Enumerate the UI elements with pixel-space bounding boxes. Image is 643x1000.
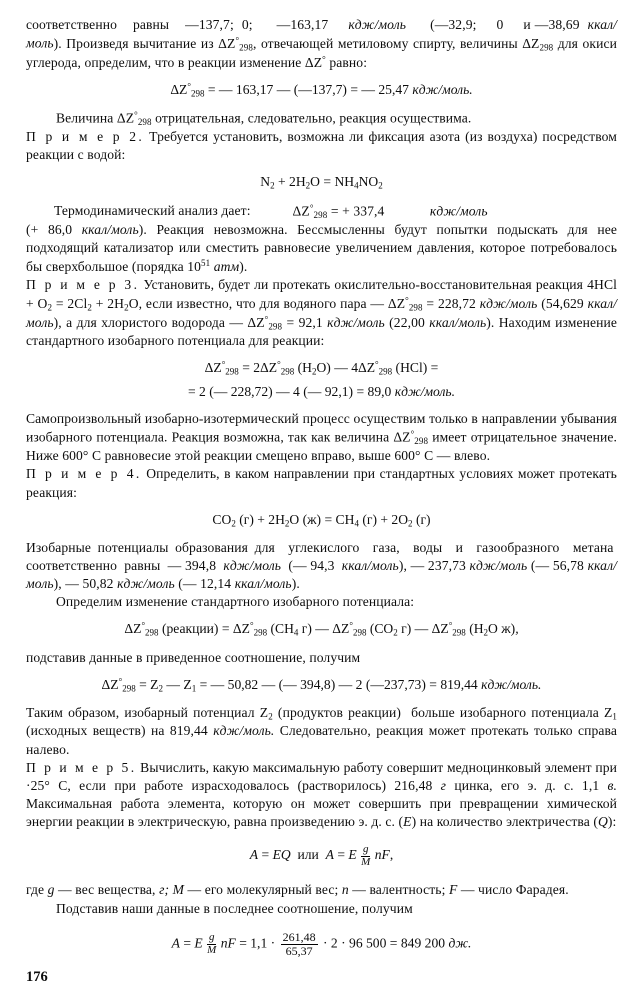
- paragraph-14: [26, 900, 617, 918]
- paragraph-10-text: подставив данные в приведенное соотношение, получим: [26, 649, 361, 665]
- equation-2: $N_2 + 2H_2O = NH_4NO_2$: [260, 174, 383, 191]
- paragraph-10: [26, 649, 617, 667]
- example-text-5: Вычислить, какую максимальную работу совершит медноцинковый элемент при ·25° С, если при работе израсходовалось (растворилось) 216,48 г цинка, его э. д. с. 1,1 в. Максимальная работа элемента, которую он может совершить при превращении химической энергии реакции в электрическую, равна произведению э. д. с. (E) на количество электричества (Q):: [26, 759, 617, 830]
- paragraph-5: [26, 276, 617, 350]
- example-label-2: П р и м е р 2.: [26, 129, 145, 145]
- page-number: 176: [26, 969, 48, 985]
- equation-3-line2: = 2 (— 228,72) — 4 (— 92,1) = 89,0 кдж/моль.: [187, 384, 456, 400]
- paragraph-8: Изобарные потенциалы образования для углекислого газа, воды и газообразного метана соответственно равны — 394,8 кдж/моль (— 94,3 ккал/моль), — 237,73 кдж/моль (— 56,78 ккал/моль), — 50,82 кдж/моль (— 12,14 ккал/моль).: [26, 539, 617, 592]
- text-run: ). Произведя вычитание из $\Delta Z^\circ_{298}$, отвечающей метиловому спирту, величины $\Delta Z_{298}$ для окиси углерода, определим, что в реакции изменение ΔZ° равно:: [26, 35, 617, 70]
- paragraph-6: Самопроизвольный изобарно-изотермический процесс осуществим только в направлении убывания изобарного потенциала. Реакция возможна, так как величина $\Delta Z^\circ_{298}$ имеет отрицательное значение. Ниже 600° С равновесие этой реакции смещено вправо, выше 600° С — влево.: [26, 411, 618, 464]
- equation-6: $\Delta Z^\circ_{298} = Z_2$ — $Z_1$ = — 50,82 — (— 394,8) — 2 (—237,73) = 819,44 кдж/моль.: [101, 676, 542, 694]
- text-run: (—32,9; 0 и —38,69: [406, 17, 588, 32]
- paragraph-11: Таким образом, изобарный потенциал $Z_2$ (продуктов реакции) больше изобарного потенциала $Z_1$ (исходных веществ) на 819,44 кдж/моль. Следовательно, реакция может протекать только справа налево.: [26, 704, 617, 757]
- example-text-2: Требуется установить, возможна ли фиксация азота (из воздуха) посредством реакции с водой:: [26, 129, 617, 163]
- example-text-3: Установить, будет ли протекать окислительно-восстановительная реакция $4HCl + O_2 = 2Cl_2 + 2H_2O$, если известно, что для водяного пара — $\Delta Z^\circ_{298} = 228,72$ кдж/моль (54,629 ккал/моль), а для хлористого водорода — $\Delta Z^\circ_{298} = 92,1$ кдж/моль (22,00 ккал/моль). Находим изменение стандартного изобарного потенциала для реакции:: [26, 276, 617, 349]
- paragraph-9: [26, 593, 617, 611]
- paragraph-4: Термодинамический анализ дает: $\Delta Z^\circ_{298}$ = + 337,4 кдж/моль (+ 86,0 ккал/моль). Реакция невозможна. Бессмысленны будут попытки подыскать для нее подходящий катализатор или сместить равновесие увеличением давления, которое потребовалось бы сверхбольшое (порядка $10^{51}$ атм).: [26, 202, 617, 274]
- equation-7: A = EQ или A = E $\frac{g}{M}$ nF,: [249, 843, 394, 868]
- paragraph-14-text: Подставив наши данные в последнее соотношение, получим: [56, 900, 413, 916]
- example-label-3: П р и м е р 3.: [26, 276, 140, 292]
- paragraph-3: [26, 128, 617, 164]
- paragraph-13: где g — вес вещества, г; M — его молекулярный вес; n — валентность; F — число Фарадея.: [26, 882, 569, 898]
- equation-8: A = E $\frac{g}{M}$ nF = 1,1 · $\frac{261,48}{65,37}$ · 2 · 96 500 = 849 200 дж.: [171, 929, 472, 958]
- paragraph-1: [26, 16, 617, 72]
- paragraph-9-text: Определим изменение стандартного изобарного потенциала:: [56, 594, 415, 610]
- example-label-5: П р и м е р 5.: [26, 759, 137, 775]
- text-run: соответственно равны —137,7; 0; —163,17: [26, 17, 349, 32]
- example-text-4: Определить, в каком направлении при стандартных условиях может протекать реакция:: [26, 466, 617, 500]
- units-kcal-mol: ккал/моль: [26, 17, 617, 51]
- example-label-4: П р и м е р 4.: [26, 466, 142, 482]
- equation-1: $\Delta Z^\circ_{298}$ = — 163,17 — (—137,7) = — 25,47 кдж/моль.: [170, 81, 473, 99]
- paragraph-7: [26, 465, 617, 501]
- units-kj-mol: кдж/моль: [348, 17, 407, 32]
- equation-3-line1: $\Delta Z^\circ_{298} = 2\Delta Z^\circ_{298}$ $(H_2O)$ — $4\Delta Z^\circ_{298}$ (HCl) =: [204, 359, 439, 377]
- equation-5: $\Delta Z^\circ_{298}$ (реакции) = $\Delta Z^\circ_{298}$ ($CH_4$ г) — $\Delta Z^\circ_{298}$ ($CO_2$ г) — $\Delta Z^\circ_{298}$ ($H_2O$ ж),: [124, 620, 519, 638]
- equation-4: $CO_2$ $(г) + 2H_2O$ $(ж) = CH_4$ $(г) + 2O_2$ (г): [212, 511, 431, 529]
- paragraph-2: Величина $\Delta Z^\circ_{298}$ отрицательная, следовательно, реакция осуществима.: [56, 110, 472, 128]
- paragraph-12: [26, 759, 617, 832]
